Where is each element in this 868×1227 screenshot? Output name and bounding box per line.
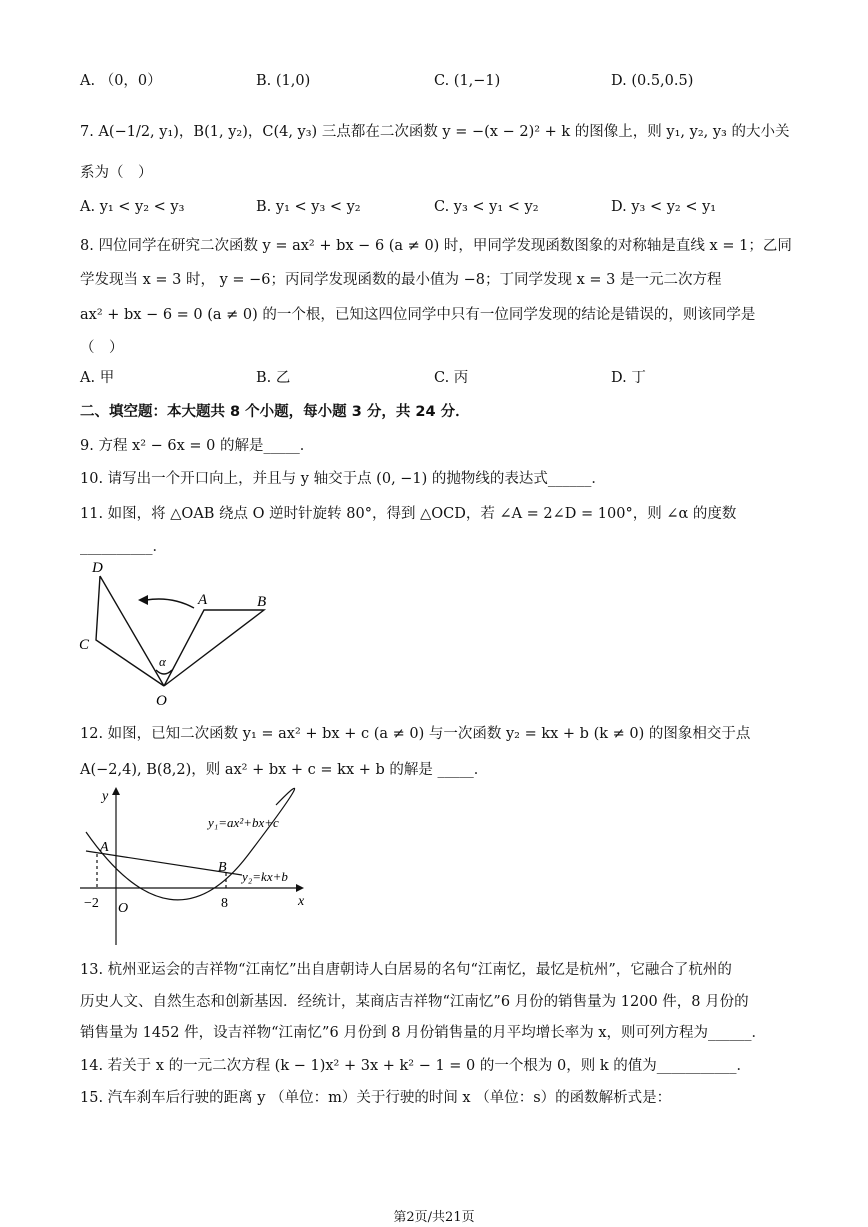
label-point-a: A — [100, 840, 109, 855]
label-y2-expression: y₂=kx+b — [242, 869, 288, 884]
q7-stem-line2: 系为（ ） — [80, 165, 153, 181]
page-number-footer: 第2页/共21页 — [393, 1210, 475, 1225]
q12-stem-line1: 12. 如图，已知二次函数 y₁ = ax² + bx + c (a ≠ 0) 与一次函数 y₂ = kx + b (k ≠ 0) 的图象相交于点 — [80, 726, 751, 742]
q8-stem-line3: ax² + bx − 6 = 0 (a ≠ 0) 的一个根，已知这四位同学中只有一位同学发现的结论是错误的，则该同学是 — [80, 307, 756, 323]
q13-stem-line2: 历史人文、自然生态和创新基因．经统计，某商店吉祥物“江南忆”6 月份的销售量为 1200 件，8 月份的 — [80, 994, 749, 1010]
section-heading: 二、填空题：本大题共 8 个小题，每小题 3 分，共 24 分． — [80, 404, 470, 420]
q8-option-c: C. 丙 — [434, 370, 469, 386]
q7-option-c: C. y₃ < y₁ < y₂ — [434, 199, 539, 215]
y-axis-arrow — [112, 787, 120, 795]
q12-stem-line2: A(−2,4), B(8,2)，则 ax² + bx + c = kx + b 的解是 _____． — [80, 762, 489, 778]
label-c: C — [79, 637, 90, 653]
q13-stem-line1: 13. 杭州亚运会的吉祥物“江南忆”出自唐朝诗人白居易的名句“江南忆，最忆是杭州”，它融合了杭州的 — [80, 962, 732, 978]
q8-stem-line1: 8. 四位同学在研究二次函数 y = ax² + bx − 6 (a ≠ 0) 时，甲同学发现函数图象的对称轴是直线 x = 1；乙同 — [80, 238, 792, 254]
rotation-arrow — [146, 599, 194, 608]
tick-label-neg2: −2 — [84, 896, 99, 911]
q15-stem: 15. 汽车刹车后行驶的距离 y （单位：m）关于行驶的时间 x （单位：s）的函数解析式是： — [80, 1090, 672, 1106]
rotation-arrow-head — [138, 595, 148, 605]
q8-stem-line4: （ ） — [80, 340, 124, 356]
tick-label-8: 8 — [221, 896, 228, 911]
label-d: D — [92, 560, 103, 576]
label-a: A — [198, 592, 208, 608]
q11-rotation-figure — [76, 560, 276, 710]
q6-option-d: D. (0.5,0.5) — [611, 73, 694, 89]
q8-option-a: A. 甲 — [80, 370, 115, 386]
q8-option-b: B. 乙 — [256, 370, 291, 386]
q6-option-c: C. (1,−1) — [434, 73, 501, 89]
q11-stem-line2: __________． — [80, 539, 167, 555]
label-x-axis: x — [298, 894, 305, 909]
label-y-axis: y — [102, 789, 109, 804]
q13-stem-line3: 销售量为 1452 件，设吉祥物“江南忆”6 月份到 8 月份销售量的月平均增长率为 x，则可列方程为______． — [80, 1025, 767, 1041]
label-o: O — [156, 693, 167, 709]
q8-stem-line2: 学发现当 x = 3 时， y = −6；丙同学发现函数的最小值为 −8；丁同学发现 x = 3 是一元二次方程 — [80, 272, 722, 288]
label-alpha: α — [159, 654, 166, 669]
triangle-oab — [164, 610, 264, 686]
q11-stem-line1: 11. 如图，将 △OAB 绕点 O 逆时针旋转 80°，得到 △OCD，若 ∠A = 2∠D = 100°，则 ∠α 的度数 — [80, 506, 737, 522]
label-b: B — [257, 594, 267, 610]
q9-stem: 9. 方程 x² − 6x = 0 的解是_____． — [80, 438, 315, 454]
triangle-ocd — [96, 576, 164, 686]
x-axis-arrow — [296, 884, 304, 892]
label-y1-expression: y₁=ax²+bx+c — [208, 815, 279, 830]
q6-option-b: B. (1,0) — [256, 73, 311, 89]
q14-stem: 14. 若关于 x 的一元二次方程 (k − 1)x² + 3x + k² − 1 = 0 的一个根为 0，则 k 的值为___________． — [80, 1058, 751, 1074]
q7-option-a: A. y₁ < y₂ < y₃ — [80, 199, 185, 215]
q12-function-graph — [76, 785, 316, 950]
label-origin: O — [118, 901, 129, 916]
angle-alpha-arc — [156, 670, 172, 674]
q7-stem-line1: 7. A(−1/2, y₁)，B(1, y₂)，C(4, y₃) 三点都在二次函数 y = −(x − 2)² + k 的图像上，则 y₁, y₂, y₃ 的大小关 — [80, 124, 790, 140]
q10-stem: 10. 请写出一个开口向上，并且与 y 轴交于点 (0, −1) 的抛物线的表达式______． — [80, 471, 606, 487]
q7-option-b: B. y₁ < y₃ < y₂ — [256, 199, 361, 215]
q7-option-d: D. y₃ < y₂ < y₁ — [611, 199, 717, 215]
q8-option-d: D. 丁 — [611, 370, 646, 386]
q6-option-a: A. （0，0） — [80, 73, 162, 89]
label-point-b: B — [218, 860, 227, 875]
